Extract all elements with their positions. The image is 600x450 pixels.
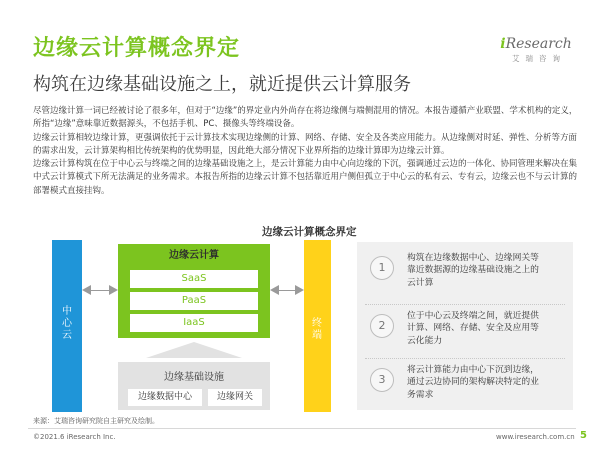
edge-data-center-box: 边缘数据中心 [128, 389, 202, 406]
layer-paas: PaaS [130, 292, 258, 310]
edge-infra-label: 边缘基础设施 [164, 372, 224, 383]
layer-iaas: IaaS [130, 314, 258, 332]
paragraph-3: 边缘云计算构筑在位于中心云与终端之间的边缘基础设施之上，是云计算能力由中心向边缘的下沉，强调通过云边的一体化、协同管理来解决在集中式云计算模式下所无法满足的业务需求。本报告所指的边缘云计算不包括靠近用户侧但孤立于中心云的私有云、专有云，边缘云也不与云计算的部署模式直接挂钩。 [33, 159, 578, 196]
edge-cloud-compute-box [118, 244, 270, 338]
body-text [33, 105, 578, 198]
copyright: ©2021.6 iResearch Inc. [33, 433, 116, 441]
layer-saas: SaaS [130, 270, 258, 288]
arrow-left-icon [270, 285, 279, 295]
item-text: 构筑在边缘数据中心、边缘网关等靠近数据源的边缘基础设施之上的云计算 [407, 253, 539, 288]
website-link: www.iresearch.com.cn [496, 433, 575, 441]
edge-gateway-box: 边缘网关 [208, 389, 262, 406]
support-shape [146, 342, 242, 358]
page-number: 5 [580, 430, 587, 441]
logo-brand-i: i [500, 36, 506, 52]
page-title: 边缘云计算概念界定 [33, 36, 241, 61]
iresearch-logo [496, 36, 576, 64]
terminal-column [304, 240, 331, 412]
number-badge: 2 [370, 314, 394, 338]
divider [365, 304, 565, 305]
diagram-title: 边缘云计算概念界定 [262, 226, 357, 238]
number-badge: 1 [370, 256, 394, 280]
description-panel [357, 242, 573, 410]
terminal-label: 终端 [312, 318, 322, 341]
arrow-left-icon [82, 285, 91, 295]
logo-cn: 艾瑞咨询 [512, 54, 566, 63]
paragraph-1: 尽管边缘计算一词已经被讨论了很多年，但对于“边缘”的界定业内外尚存在将边缘侧与端侧混用的情况。本报告遵循产业联盟、学术机构的定义，所指“边缘”意味靠近数据源头，不包括手机、PC、摄像头等终端设备。 [33, 106, 578, 130]
edge-infra-box [118, 362, 270, 410]
footer-divider [28, 428, 576, 429]
item-text: 将云计算能力由中心下沉到边缘，通过云边协同的架构解决特定的业务需求 [407, 365, 539, 400]
source-note: 来源：艾瑞咨询研究院自主研究及绘制。 [33, 417, 159, 425]
center-cloud-label: 中心云 [62, 306, 72, 341]
logo-brand-rest: Research [505, 36, 572, 52]
arrow-right-icon [109, 285, 118, 295]
arrow-right-icon [295, 285, 304, 295]
divider [365, 358, 565, 359]
page-subtitle: 构筑在边缘基础设施之上，就近提供云计算服务 [33, 74, 411, 95]
item-text: 位于中心云及终端之间，就近提供计算、网络、存储、安全及应用等云化能力 [407, 311, 539, 346]
paragraph-2: 边缘云计算相较边缘计算，更强调依托于云计算技术实现边缘侧的计算、网络、存储、安全及各类应用能力。从边缘侧对时延、弹性、分析等方面的需求出发，云计算架构相比传统架构的优势明显，因此绝大部分情况下业界所指的边缘计算即为边缘云计算。 [33, 132, 578, 156]
edge-cloud-compute-label: 边缘云计算 [169, 250, 219, 261]
number-badge: 3 [370, 368, 394, 392]
center-cloud-column [52, 240, 82, 412]
